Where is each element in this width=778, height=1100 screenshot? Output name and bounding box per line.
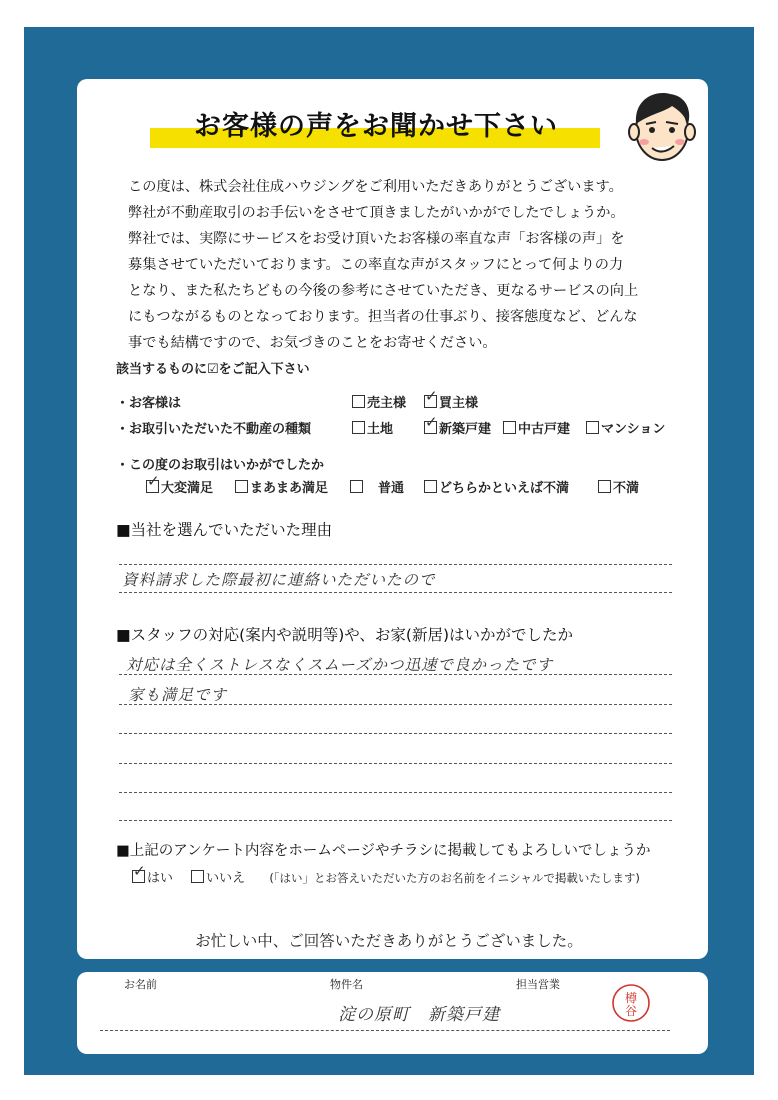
- answer-line: [119, 763, 672, 764]
- consent-heading: ■上記のアンケート内容をホームページやチラシに掲載してもよろしいでしょうか: [116, 843, 651, 859]
- svg-text:谷: 谷: [624, 1004, 638, 1018]
- title-block: [146, 104, 606, 154]
- consent-options: [132, 867, 640, 886]
- checkbox-box[interactable]: [352, 421, 365, 434]
- checkbox-somewhat-dissatisfied[interactable]: [424, 477, 569, 496]
- option-label: はい: [147, 871, 174, 886]
- property-type-question: ・お取引いただいた不動産の種類: [116, 422, 312, 437]
- answer-line: [119, 792, 672, 793]
- staff-answer-line-1: 対応は全くストレスなくスムーズかつ迅速で良かったです: [126, 656, 553, 674]
- checkbox-dissatisfied[interactable]: [598, 477, 639, 496]
- checkbox-box[interactable]: [235, 480, 248, 493]
- intro-line: 弊社が不動産取引のお手伝いをさせて頂きましたがいかがでしたでしょうか。: [128, 205, 625, 221]
- intro-line: 募集させていただいております。この率直な声がスタッフにとって何よりの力: [128, 257, 624, 273]
- reason-heading: ■当社を選んでいただいた理由: [116, 521, 333, 539]
- checkbox-consent-no[interactable]: [191, 871, 245, 886]
- checkbox-box[interactable]: [598, 480, 611, 493]
- checkbox-consent-yes[interactable]: [132, 871, 173, 886]
- checkbox-box[interactable]: [586, 421, 599, 434]
- option-label: 不満: [613, 481, 640, 496]
- reason-answer: 資料請求した際最初に連絡いただいたので: [122, 571, 436, 589]
- intro-line: となり、また私たちどもの今後の参考にさせていただき、更なるサービスの向上: [128, 283, 639, 299]
- staff-heading: ■スタッフの対応(案内や説明等)や、お家(新居)はいかがでしたか: [116, 626, 574, 644]
- intro-line: にもつながるものとなっております。担当者の仕事ぶり、接客態度など、どんな: [128, 309, 638, 325]
- page-title: お客様の声をお聞かせ下さい: [194, 111, 558, 142]
- checkbox-fairly-satisfied[interactable]: [235, 477, 328, 496]
- answer-line: [119, 820, 672, 821]
- answer-line: [119, 592, 672, 593]
- staff-face-icon: [620, 84, 704, 168]
- consent-note: (「はい」とお答えいただいた方のお名前をイニシャルで掲載いたします): [269, 871, 640, 885]
- checkbox-box-checked[interactable]: [424, 421, 437, 434]
- option-label: 土地: [367, 422, 394, 437]
- property-label: 物件名: [330, 978, 363, 991]
- option-label: 普通: [365, 481, 405, 496]
- intro-line: この度は、株式会社住成ハウジングをご利用いただきありがとうございます。: [128, 179, 623, 195]
- intro-line: 事でも結構ですので、お気づきのことをお寄せください。: [128, 335, 497, 351]
- checkbox-seller[interactable]: [352, 392, 406, 411]
- staff-label: 担当営業: [516, 978, 560, 991]
- option-label: いいえ: [206, 871, 246, 886]
- answer-line: [119, 733, 672, 734]
- option-label: 買主様: [439, 396, 479, 411]
- checkbox-land[interactable]: [352, 418, 393, 437]
- option-label: 売主様: [367, 396, 407, 411]
- checkbox-box-checked[interactable]: [146, 480, 159, 493]
- thanks-message: お忙しい中、ご回答いただきありがとうございました。: [195, 932, 583, 950]
- checkbox-box[interactable]: [424, 480, 437, 493]
- option-label: まあまあ満足: [250, 481, 329, 496]
- option-label: 中古戸建: [518, 422, 571, 437]
- checkbox-used-house[interactable]: [503, 418, 570, 437]
- satisfaction-question: ・この度のお取引はいかがでしたか: [116, 458, 325, 473]
- checkbox-box-checked[interactable]: [424, 395, 437, 408]
- checkbox-box[interactable]: [503, 421, 516, 434]
- staff-seal-stamp: [611, 983, 651, 1023]
- checkbox-box[interactable]: [350, 480, 363, 493]
- option-label: 大変満足: [161, 481, 214, 496]
- name-label: お名前: [124, 978, 157, 991]
- checkbox-very-satisfied[interactable]: [146, 477, 213, 496]
- intro-text: [128, 174, 688, 356]
- footer-line: [100, 1030, 670, 1031]
- property-value: 淀の原町 新築戸建: [338, 1005, 500, 1025]
- checkbox-box[interactable]: [191, 870, 204, 883]
- answer-line: [119, 674, 672, 675]
- checkbox-new-house[interactable]: [424, 418, 491, 437]
- intro-line: 弊社では、実際にサービスをお受け頂いたお客様の率直な声「お客様の声」を: [128, 231, 625, 247]
- option-label: どちらかといえば不満: [439, 481, 570, 496]
- checkbox-box[interactable]: [352, 395, 365, 408]
- answer-line: [119, 564, 672, 565]
- checkbox-buyer[interactable]: [424, 392, 478, 411]
- svg-text:樽: 樽: [624, 991, 638, 1005]
- checkbox-instruction: 該当するものに☑をご記入下さい: [116, 362, 310, 377]
- checkbox-box-checked[interactable]: [132, 870, 145, 883]
- staff-answer-line-2: 家も満足です: [128, 686, 228, 704]
- answer-line: [119, 704, 672, 705]
- option-label: 新築戸建: [439, 422, 492, 437]
- option-label: マンション: [601, 422, 666, 437]
- customer-type-question: ・お客様は: [116, 396, 182, 411]
- checkbox-condo[interactable]: [586, 418, 665, 437]
- checkbox-average[interactable]: [350, 477, 404, 496]
